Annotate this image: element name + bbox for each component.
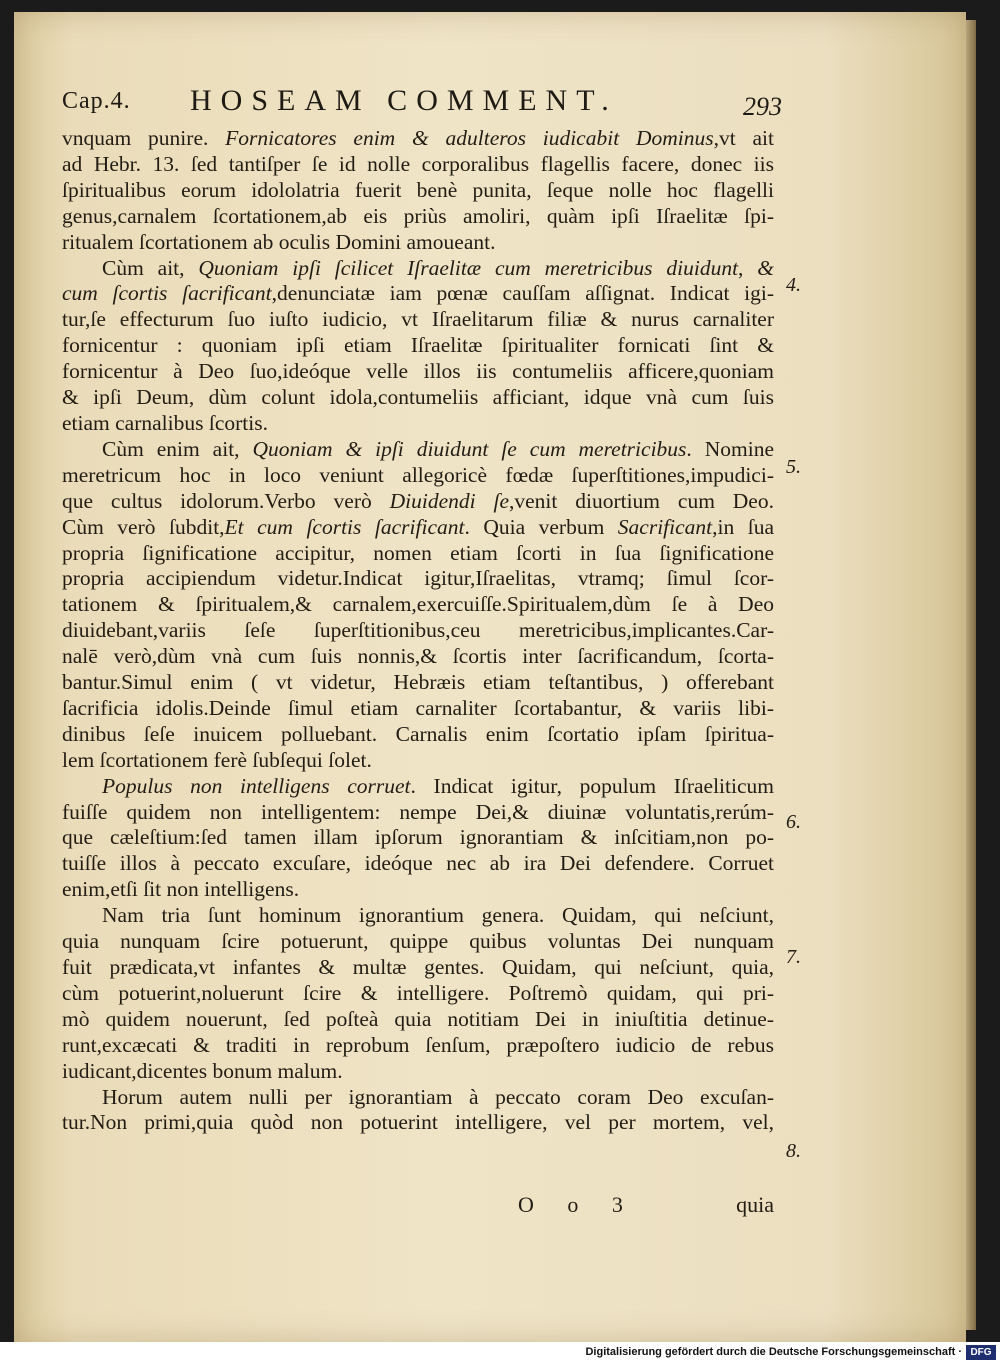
catchword: quia <box>736 1192 774 1217</box>
text-line <box>62 1110 774 1136</box>
text-line <box>62 618 774 644</box>
text-segment: fuiſſe quidem non intelligentem: nempe Dei,& diuinæ voluntatis,rerúm- <box>62 799 774 824</box>
text-line <box>62 1007 774 1033</box>
text-segment: . Nomine <box>686 436 774 461</box>
text-line <box>62 281 774 307</box>
text-segment: genus,carnalem ſcortationem,ab eis priùs amoliri, quàm ipſi Iſraelitæ ſpi- <box>62 203 774 228</box>
text-segment: Quoniam ipſi ſcilicet Iſraelitæ cum meretricibus diuidunt <box>198 255 739 280</box>
text-segment: ſpiritualibus eorum idololatria fuerit benè punita, ſeque nolle hoc flagelli <box>62 177 774 202</box>
text-line <box>62 515 774 541</box>
text-segment: ,in ſua <box>712 514 774 539</box>
text-line <box>62 307 774 333</box>
text-segment: Sacrificant <box>617 514 713 539</box>
footer-credit: Digitalisierung gefördert durch die Deutsche Forschungsgemeinschaft · <box>585 1346 962 1358</box>
text-segment: ,venit diuortium cum Deo. <box>509 488 774 513</box>
text-line <box>62 411 774 437</box>
text-segment: vnquam punire. <box>62 126 226 150</box>
footer-bar <box>0 1342 1000 1364</box>
text-segment: & <box>757 255 774 280</box>
text-segment: etiam carnalibus ſcortis. <box>62 410 268 435</box>
text-line <box>62 566 774 592</box>
text-segment: fuit prædicata,vt infantes & multæ gentes. Quidam, qui neſciunt, quia, <box>62 955 774 979</box>
text-line <box>62 204 774 230</box>
text-line <box>62 774 774 800</box>
text-line <box>62 152 774 178</box>
text-segment: propria ſignificatione accipitur, nomen etiam ſcorti in ſua ſignificatione <box>62 540 774 565</box>
text-segment: propria accipiendum videtur.Indicat igitur,Iſraelitas, vtramq; ſimul ſcor- <box>62 566 774 591</box>
text-line <box>62 696 774 722</box>
text-line <box>62 851 774 877</box>
text-segment: . Quia verbum <box>464 514 618 539</box>
page-edge <box>966 20 976 1330</box>
text-segment: fornicentur à Deo ſuo,ideóque velle illos iis contumeliis afficere,quoniam <box>62 359 774 384</box>
text-segment: Populus non intelligens corruet <box>102 773 411 798</box>
text-line <box>62 489 774 515</box>
text-segment: ,vt ait <box>713 126 774 150</box>
text-segment: cùm potuerint,noluerunt ſcire & intelligere. Poſtremò quidam, qui pri- <box>62 980 774 1005</box>
text-line <box>62 1059 774 1085</box>
text-line <box>62 359 774 385</box>
text-segment: ,denunciatæ iam pœnæ cauſſam aſſignat. Indicat igi- <box>271 281 774 306</box>
text-segment: bantur.Simul enim ( vt videtur, Hebræis etiam teſtantibus, ) offerebant <box>62 670 774 695</box>
dfg-logo: DFG <box>966 1345 996 1360</box>
text-line <box>62 929 774 955</box>
running-title: HOSEAM COMMENT. <box>190 84 618 117</box>
text-line <box>62 955 774 981</box>
text-segment: tationem & ſpiritualem,& carnalem,exercuiſſe.Spiritualem,dùm ſe à Deo <box>62 592 774 617</box>
margin-number: 7. <box>786 946 801 968</box>
text-line <box>62 1033 774 1059</box>
text-segment: ad Hebr. 13. ſed tantiſper ſe id nolle corporalibus flagellis facere, donec iis <box>62 151 774 176</box>
text-line <box>62 385 774 411</box>
text-segment: tur,ſe effecturum ſuo iuſto iudicio, vt Iſraelitarum filiæ & nurus carnaliter <box>62 307 774 332</box>
text-segment: lem ſcortationem ferè ſubſequi ſolet. <box>62 747 372 772</box>
text-segment: . Indicat igitur, populum Iſraeliticum <box>410 773 774 798</box>
chapter-label: Cap.4. <box>62 88 131 114</box>
text-segment: runt,excæcati & traditi in reprobum ſenſum, præpoſtero iudicio de rebus <box>62 1032 774 1057</box>
text-segment: Nam tria ſunt hominum ignorantium genera. Quidam, qui neſciunt, <box>102 903 774 928</box>
text-segment: fornicentur : quoniam ipſi etiam Iſraelitæ ſpiritualiter fornicati ſint & <box>62 333 774 358</box>
text-segment: tuiſſe illos à peccato excuſare, ideóque nec ab ira Dei defendere. Corruet <box>62 851 774 876</box>
text-segment: & ipſi Deum, dùm colunt idola,contumeliis afficiant, idque vnà cum ſuis <box>62 385 774 410</box>
text-segment: ſacrificia idolis.Deinde ſimul etiam carnaliter ſcortabantur, & variis libi- <box>62 695 774 720</box>
text-segment: Cùm verò ſubdit, <box>62 514 225 539</box>
text-line <box>62 333 774 359</box>
text-segment: Cùm enim ait, <box>102 436 253 461</box>
text-line <box>62 670 774 696</box>
text-segment: nalē verò,dùm vnà cum ſuis nonnis,& ſcortis inter ſacrificandum, ſcorta- <box>62 644 774 669</box>
text-line <box>62 877 774 903</box>
text-segment: diuidebant,variis ſeſe ſuperſtitionibus,ceu meretricibus,implicantes.Car- <box>62 618 774 643</box>
margin-number: 6. <box>786 811 801 833</box>
text-line <box>62 592 774 618</box>
text-line <box>62 1085 774 1111</box>
text-line <box>62 178 774 204</box>
text-line <box>62 903 774 929</box>
text-segment: cum ſcortis ſacrificant <box>62 281 272 306</box>
page-header <box>62 76 782 126</box>
text-segment: Quoniam & ipſi diuidunt ſe cum meretricibus <box>252 436 687 461</box>
text-segment: que cæleſtium:ſed tamen illam ipſorum ignorantiam & inſcitiam,non po- <box>62 825 774 850</box>
text-line <box>62 644 774 670</box>
text-segment: , <box>738 255 758 280</box>
text-line <box>62 256 774 282</box>
margin-number: 4. <box>786 274 801 296</box>
text-segment: dinibus ſeſe inuicem polluebant. Carnalis enim ſcortatio ipſam ſpiritua- <box>62 721 774 746</box>
text-line <box>62 230 774 256</box>
text-line <box>62 825 774 851</box>
text-line <box>62 437 774 463</box>
text-line <box>62 981 774 1007</box>
text-line <box>62 722 774 748</box>
text-segment: Fornicatores enim & adulteros iudicabit Dominus <box>225 126 714 150</box>
text-segment: Et cum ſcortis ſacrificant <box>224 514 465 539</box>
text-segment: iudicant,dicentes bonum malum. <box>62 1058 343 1083</box>
text-segment: Diuidendi ſe <box>389 488 509 513</box>
text-segment: mò quidem nouerunt, ſed poſteà quia notitiam Dei in iniuſtitia detinue- <box>62 1006 774 1031</box>
text-line <box>62 800 774 826</box>
text-segment: meretricum hoc in loco veniunt allegoricè fœdæ ſuperſtitiones,impudici- <box>62 462 774 487</box>
text-line <box>62 126 774 152</box>
text-segment: ritualem ſcortationem ab oculis Domini amoueant. <box>62 229 496 254</box>
margin-number: 5. <box>786 456 801 478</box>
body-text <box>62 126 774 1136</box>
margin-number: 8. <box>786 1140 801 1162</box>
text-segment: enim,etſi ſit non intelligens. <box>62 877 300 902</box>
text-segment: que cultus idolorum.Verbo verò <box>62 488 390 513</box>
text-segment: quia nunquam ſcire potuerunt, quippe quibus voluntas Dei nunquam <box>62 929 774 954</box>
text-segment: tur.Non primi,quia quòd non potuerint intelligere, vel per mortem, vel, <box>62 1110 774 1135</box>
text-segment: Cùm ait, <box>102 255 199 280</box>
signature-line <box>62 1192 774 1222</box>
text-line <box>62 748 774 774</box>
page-number: 293 <box>743 92 782 121</box>
signature-mark: O o 3 <box>518 1192 637 1217</box>
text-segment: Horum autem nulli per ignorantiam à peccato coram Deo excuſan- <box>102 1084 774 1109</box>
text-line <box>62 541 774 567</box>
text-line <box>62 463 774 489</box>
